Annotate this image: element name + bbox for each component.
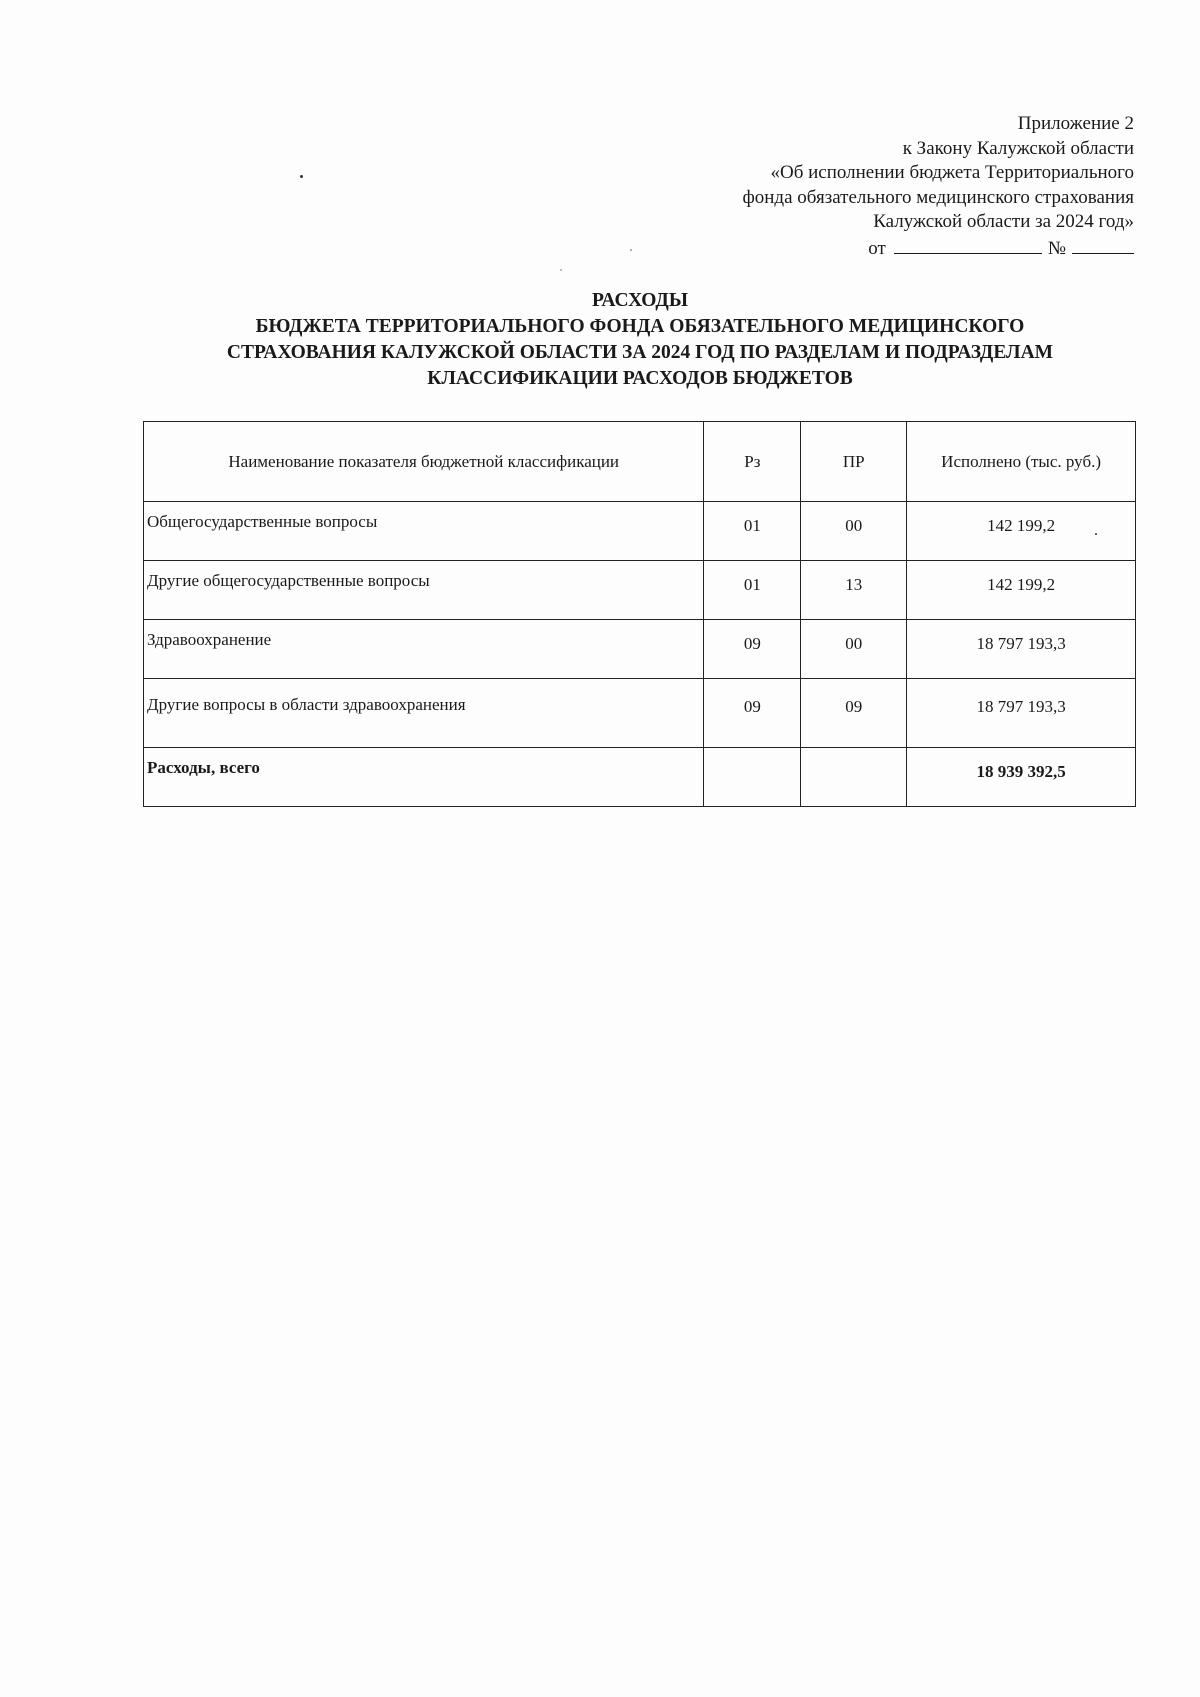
title-line-2: БЮДЖЕТА ТЕРРИТОРИАЛЬНОГО ФОНДА ОБЯЗАТЕЛЬНОГО МЕДИЦИНСКОГО <box>255 316 1025 337</box>
scan-speck <box>630 249 632 251</box>
appendix-line-4: фонда обязательного медицинского страхования <box>742 186 1134 208</box>
row-name: Общегосударственные вопросы <box>144 502 704 561</box>
table-row <box>144 561 1136 620</box>
header-amount: Исполнено (тыс. руб.) <box>907 422 1136 502</box>
appendix-line-2: к Закону Калужской области <box>902 137 1134 159</box>
date-prefix: от <box>868 237 886 259</box>
row-amount: 18 797 193,3 <box>907 620 1136 679</box>
title-line-3: СТРАХОВАНИЯ КАЛУЖСКОЙ ОБЛАСТИ ЗА 2024 ГОД ПО РАЗДЕЛАМ И ПОДРАЗДЕЛАМ <box>226 342 1054 363</box>
table-header-row <box>144 422 1136 502</box>
scan-speck <box>1095 533 1097 535</box>
total-name: Расходы, всего <box>144 748 704 807</box>
scan-speck <box>300 175 303 178</box>
appendix-header <box>742 112 1134 261</box>
table-row <box>144 679 1136 748</box>
row-pr: 09 <box>801 679 907 748</box>
appendix-line-3: «Об исполнении бюджета Территориального <box>770 162 1134 183</box>
title-line-1: РАСХОДЫ <box>592 290 688 311</box>
table-total-row <box>144 748 1136 807</box>
table-row <box>144 502 1136 561</box>
appendix-line-5: Калужской области за 2024 год» <box>873 211 1134 232</box>
expenses-table <box>143 421 1136 807</box>
row-pr: 13 <box>801 561 907 620</box>
row-pr: 00 <box>801 620 907 679</box>
title-line-4: КЛАССИФИКАЦИИ РАСХОДОВ БЮДЖЕТОВ <box>427 368 853 389</box>
total-pr <box>801 748 907 807</box>
number-blank <box>1072 235 1134 254</box>
table-row <box>144 620 1136 679</box>
row-rz: 01 <box>704 561 801 620</box>
document-title <box>130 288 1150 392</box>
row-name: Здравоохранение <box>144 620 704 679</box>
row-amount: 142 199,2 <box>907 561 1136 620</box>
row-rz: 09 <box>704 620 801 679</box>
row-pr: 00 <box>801 502 907 561</box>
row-amount: 18 797 193,3 <box>907 679 1136 748</box>
row-name: Другие вопросы в области здравоохранения <box>144 679 704 748</box>
header-name: Наименование показателя бюджетной классификации <box>144 422 704 502</box>
date-blank <box>894 235 1042 254</box>
row-rz: 01 <box>704 502 801 561</box>
header-rz: Рз <box>704 422 801 502</box>
scan-speck <box>560 269 562 271</box>
appendix-date-number-line <box>742 235 1134 262</box>
total-amount: 18 939 392,5 <box>907 748 1136 807</box>
appendix-line-1: Приложение 2 <box>1017 113 1134 134</box>
total-rz <box>704 748 801 807</box>
row-name: Другие общегосударственные вопросы <box>144 561 704 620</box>
header-pr: ПР <box>801 422 907 502</box>
number-sign: № <box>1047 237 1066 259</box>
row-amount: 142 199,2 <box>907 502 1136 561</box>
row-rz: 09 <box>704 679 801 748</box>
